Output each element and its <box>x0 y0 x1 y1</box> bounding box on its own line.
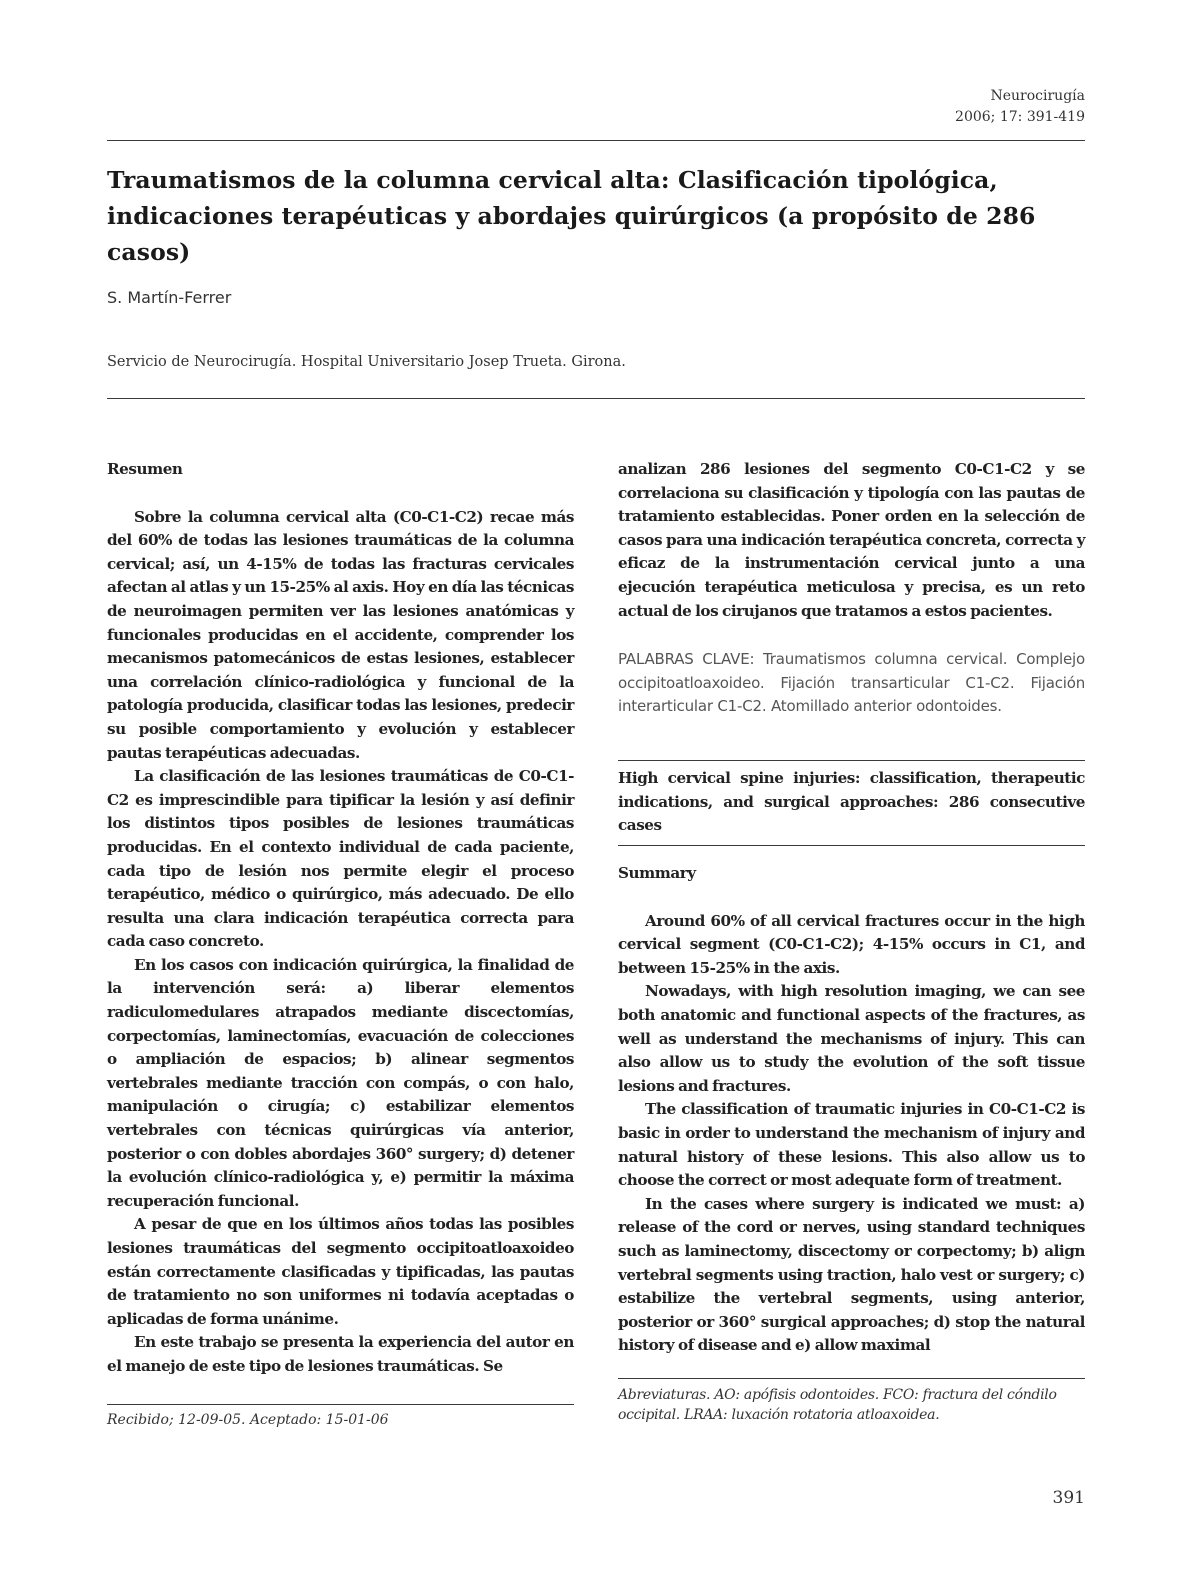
journal-name: Neurocirugía <box>990 88 1085 104</box>
resumen-heading: Resumen <box>107 460 183 478</box>
footnote-divider-left <box>107 1404 574 1405</box>
resumen-continuation-text: analizan 286 lesiones del segmento C0-C1-C2 y se correlaciona su clasificación y tipología con las pautas de tratamiento establecidas. Poner orden en la selección de casos para una indicación terapéutica concreta, correcta y eficaz de la instrumentación cervical junto a una ejecución terapéutica meticulosa y precisa, es un reto actual de los cirujanos que tratamos a estos pacientes. <box>618 460 1085 620</box>
english-title: High cervical spine injuries: classification, therapeutic indications, and surgical approaches: 286 consecutive cases <box>618 769 1085 835</box>
page-number: 391 <box>1052 1488 1085 1508</box>
author-name: S. Martín-Ferrer <box>107 288 232 307</box>
resumen-paragraph: Sobre la columna cervical alta (C0-C1-C2) recae más del 60% de todas las lesiones traumáticas de la columna cervical; así, un 4-15% de todas las fracturas cervicales afectan al atlas y un 15-25% al axis. Hoy en día las técnicas de neuroimagen permiten ver las lesiones anatómicas y funcionales producidas en el accidente, comprender los mecanismos patomecánicos de estas lesiones, establecer una correlación clínico-radiológica y funcional de la patología producida, clasificar todas las lesiones, predecir su posible comportamiento y evolución y establecer pautas terapéuticas adecuadas. <box>107 507 574 762</box>
resumen-paragraph: En este trabajo se presenta la experiencia del autor en el manejo de este tipo de lesiones traumáticas. Se <box>107 1333 574 1375</box>
resumen-paragraph: En los casos con indicación quirúrgica, la finalidad de la intervención será: a) liberar elementos radiculomedulares atrapados mediante discectomías, corpectomías, laminectomías, evacuación de colecciones o ampliación de espacios; b) alinear segmentos vertebrales mediante tracción con compás, o con halo, manipulación o cirugía; c) estabilizar elementos vertebrales con técnicas quirúrgicas vía anterior, posterior o con dobles abordajes 360° surgery; d) detener la evolución clínico-radiológica y, e) permitir la máxima recuperación funcional. <box>107 955 574 1210</box>
journal-citation: 2006; 17: 391-419 <box>955 109 1085 125</box>
title-block-divider <box>107 398 1085 399</box>
abbreviations-note: Abreviaturas. AO: apófisis odontoides. FCO: fractura del cóndilo occipital. LRAA: luxación rotatoria atloaxoidea. <box>618 1387 1057 1423</box>
summary-paragraph: In the cases where surgery is indicated we must: a) release of the cord or nerves, using standard techniques such as laminectomy, discectomy or corpectomy; b) align vertebral segments using traction, halo vest or surgery; c) estabilize the vertebral segments, using anterior, posterior or 360° surgical approaches; d) stop the natural history of disease and e) allow maximal <box>618 1194 1085 1355</box>
footnote-divider-right <box>618 1378 1085 1379</box>
summary-paragraph: The classification of traumatic injuries in C0-C1-C2 is basic in order to understand the mechanism of injury and natural history of these lesions. This also allow us to choose the correct or most adequate form of treatment. <box>618 1100 1085 1190</box>
resumen-paragraph: A pesar de que en los últimos años todas las posibles lesiones traumáticas del segmento occipitoatloaxoideo están correctamente clasificadas y tipificadas, las pautas de tratamiento no son uniformes ni todavía aceptadas o aplicadas de forma unánime. <box>107 1215 574 1328</box>
summary-heading: Summary <box>618 864 696 882</box>
summary-paragraph: Around 60% of all cervical fractures occur in the high cervical segment (C0-C1-C2); 4-15% occurs in C1, and between 15-25% in the axis. <box>618 911 1085 977</box>
english-title-top-rule <box>618 760 1085 761</box>
resumen-paragraph: La clasificación de las lesiones traumáticas de C0-C1-C2 es imprescindible para tipificar la lesión y así definir los distintos tipos posibles de lesiones traumáticas producidas. En el contexto individual de cada paciente, cada tipo de lesión nos permite elegir el proceso terapéutico, médico o quirúrgico, más adecuado. De ello resulta una clara indicación terapéutica correcta para cada caso concreto. <box>107 767 574 951</box>
keywords: PALABRAS CLAVE: Traumatismos columna cervical. Complejo occipitoatloaxoideo. Fijación transarticular C1-C2. Fijación interarticular C1-C2. Atomillado anterior odontoides. <box>618 650 1085 716</box>
article-title: Traumatismos de la columna cervical alta: Clasificación tipológica, indicaciones terapéuticas y abordajes quirúrgicos (a propósito de 286 casos) <box>107 166 1036 266</box>
received-dates: Recibido; 12-09-05. Aceptado: 15-01-06 <box>107 1412 389 1428</box>
author-affiliation: Servicio de Neurocirugía. Hospital Universitario Josep Trueta. Girona. <box>107 354 626 370</box>
journal-header <box>955 86 1085 128</box>
summary-section <box>618 862 1085 1358</box>
summary-paragraph: Nowadays, with high resolution imaging, we can see both anatomic and functional aspects of the fractures, as well as understand the mechanisms of injury. This can also allow us to study the evolution of the soft tissue lesions and fractures. <box>618 982 1085 1095</box>
english-title-bottom-rule <box>618 845 1085 846</box>
resumen-section <box>107 458 574 1379</box>
resumen-continuation <box>618 458 1085 623</box>
header-divider <box>107 140 1085 141</box>
